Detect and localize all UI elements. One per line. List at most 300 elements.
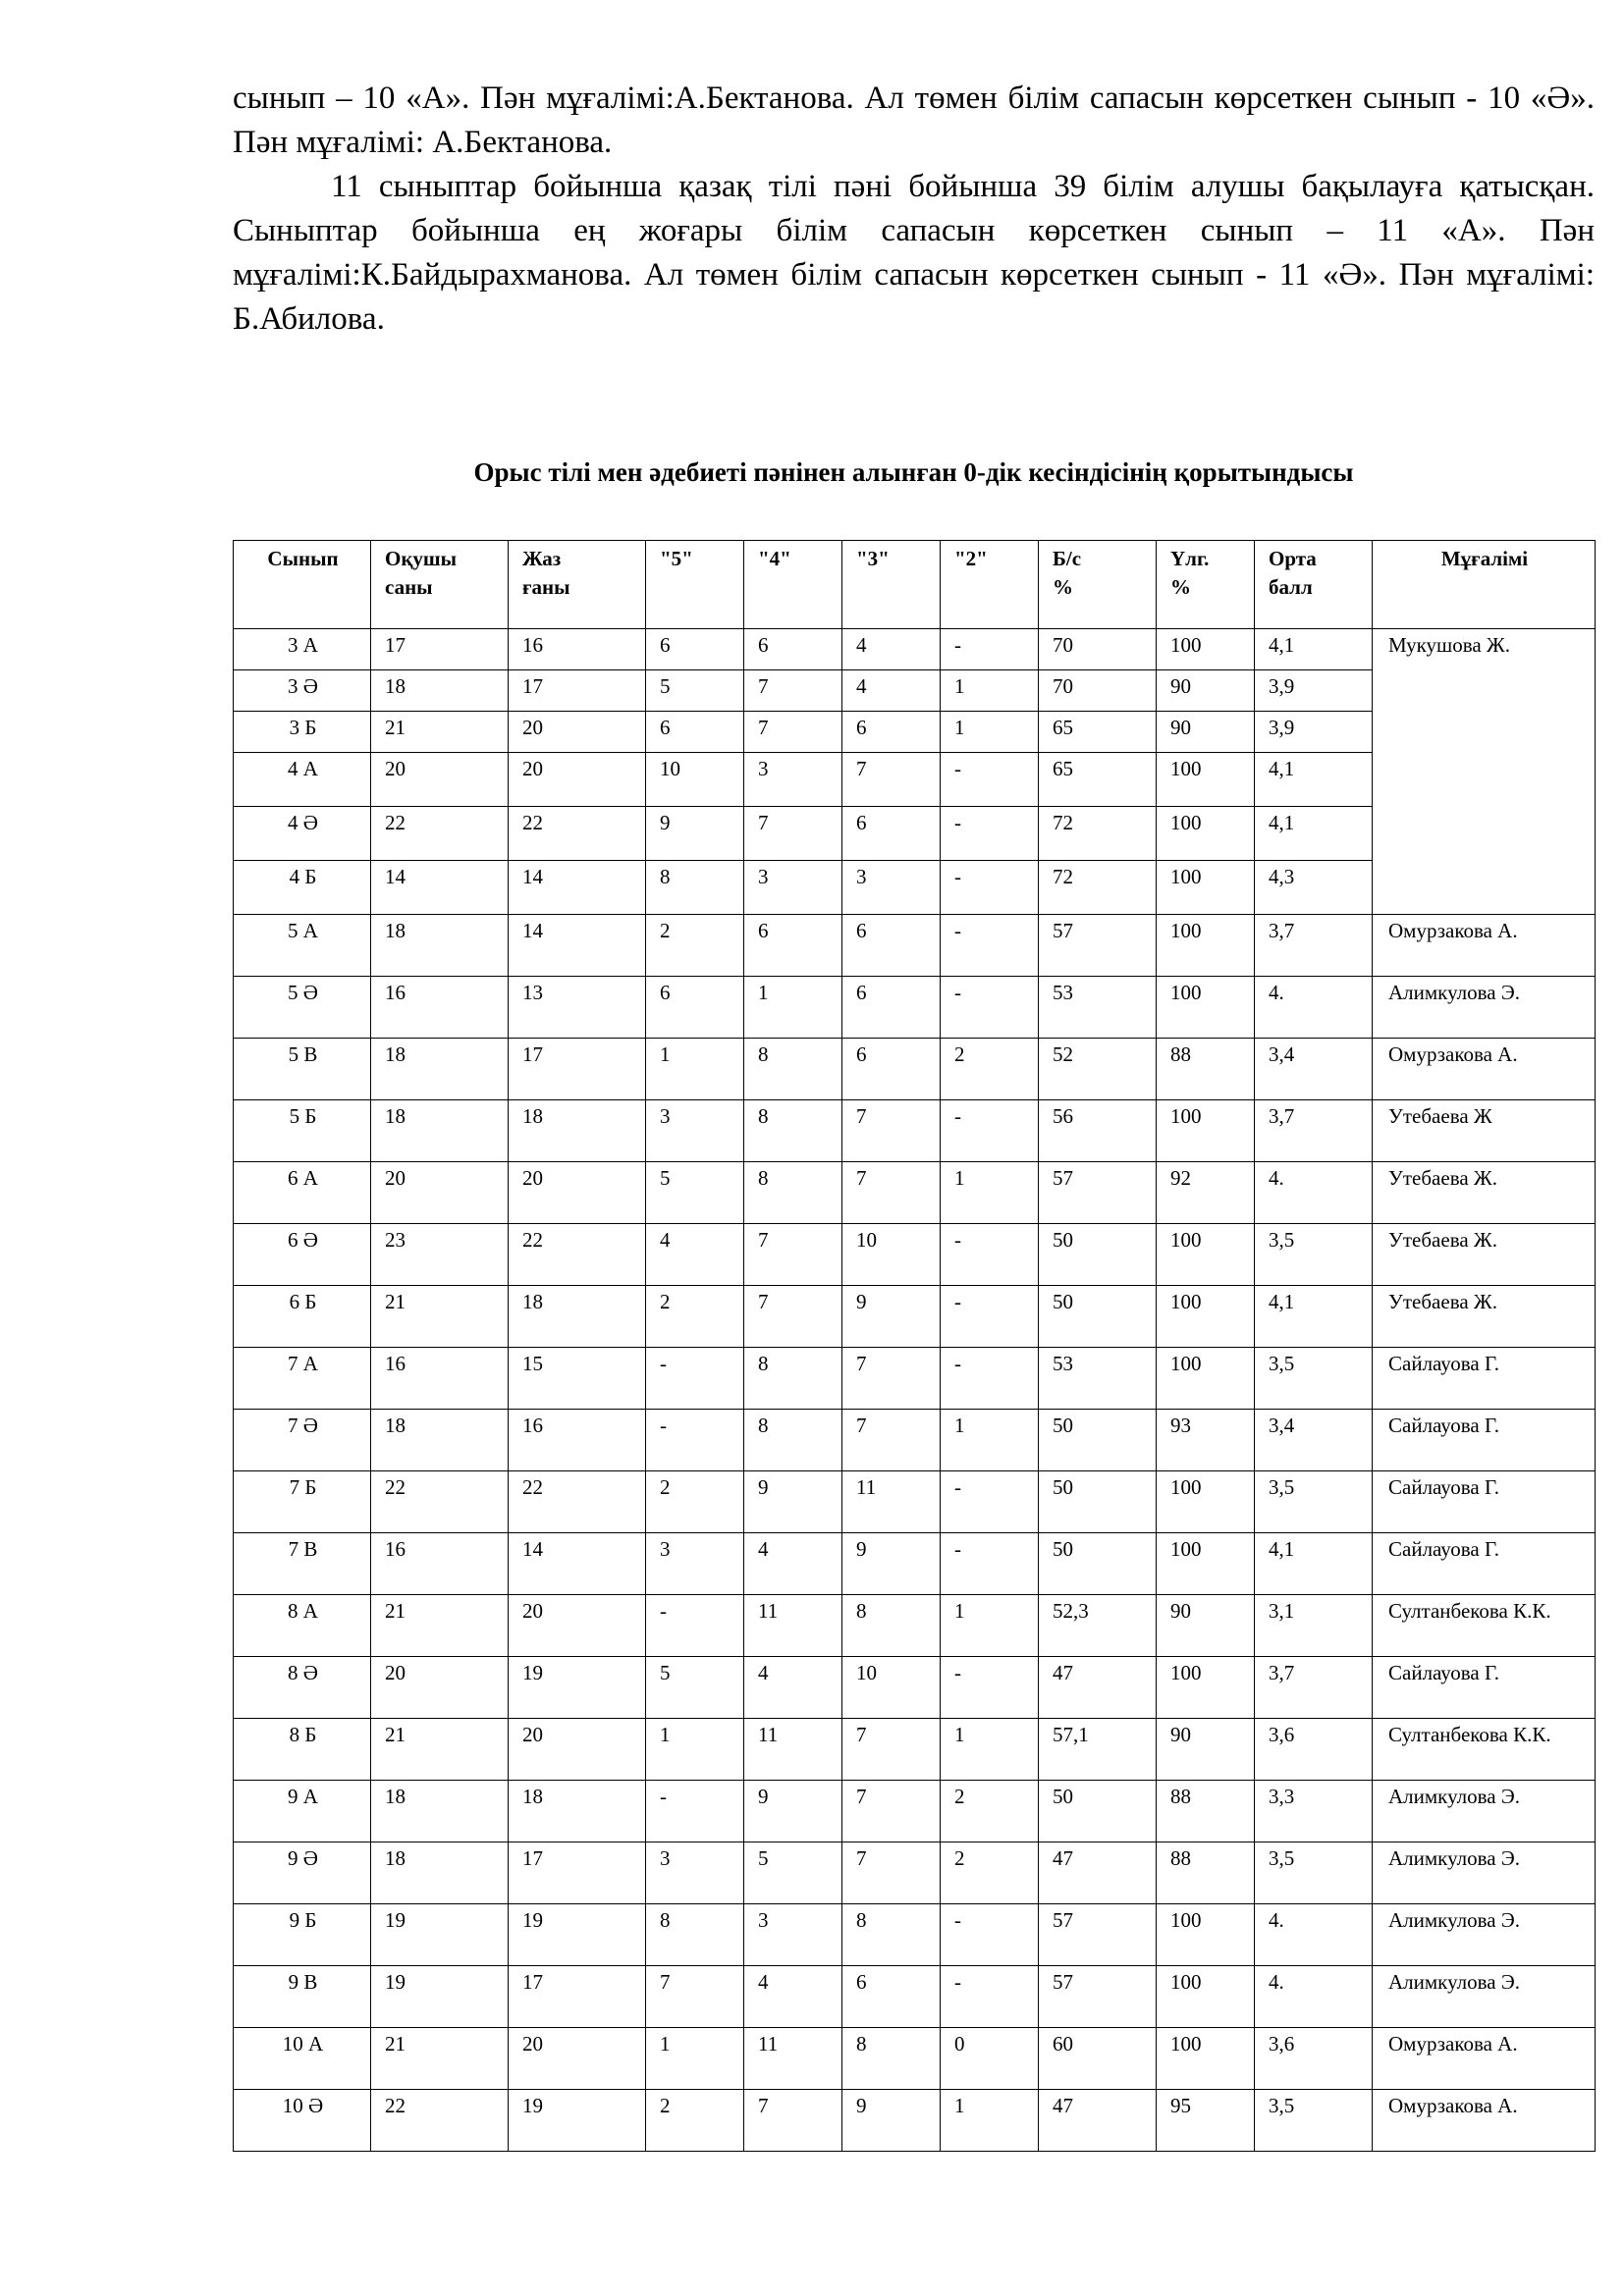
cell-grade-4: 7 bbox=[744, 670, 842, 712]
table-row bbox=[234, 1039, 1596, 1100]
cell-class: 3 Ә bbox=[234, 670, 371, 712]
cell-quality: 56 bbox=[1039, 1100, 1157, 1162]
cell-quality: 65 bbox=[1039, 753, 1157, 807]
cell-average: 3,5 bbox=[1255, 1224, 1373, 1286]
cell-quality: 47 bbox=[1039, 2090, 1157, 2152]
cell-grade-2: 1 bbox=[941, 712, 1039, 753]
results-table bbox=[233, 540, 1596, 2152]
header-students: Оқушы саны bbox=[371, 541, 509, 629]
cell-wrote: 17 bbox=[509, 670, 646, 712]
cell-grade-5: 3 bbox=[646, 1842, 744, 1904]
cell-quality: 50 bbox=[1039, 1533, 1157, 1595]
cell-teacher: Султанбекова К.К. bbox=[1373, 1719, 1596, 1781]
cell-quality: 50 bbox=[1039, 1410, 1157, 1471]
cell-teacher: Сайлауова Г. bbox=[1373, 1348, 1596, 1410]
table-row bbox=[234, 1162, 1596, 1224]
cell-average: 4. bbox=[1255, 1904, 1373, 1966]
cell-success: 100 bbox=[1157, 1471, 1255, 1533]
cell-grade-3: 10 bbox=[842, 1657, 941, 1719]
cell-teacher: Султанбекова К.К. bbox=[1373, 1595, 1596, 1657]
cell-wrote: 17 bbox=[509, 1039, 646, 1100]
cell-grade-4: 8 bbox=[744, 1348, 842, 1410]
cell-class: 9 В bbox=[234, 1966, 371, 2028]
cell-grade-4: 7 bbox=[744, 1286, 842, 1348]
cell-average: 3,5 bbox=[1255, 1471, 1373, 1533]
cell-success: 88 bbox=[1157, 1039, 1255, 1100]
cell-success: 90 bbox=[1157, 1719, 1255, 1781]
cell-average: 4. bbox=[1255, 977, 1373, 1039]
cell-teacher: Омурзакова А. bbox=[1373, 1039, 1596, 1100]
cell-grade-5: 1 bbox=[646, 2028, 744, 2090]
cell-grade-4: 3 bbox=[744, 1904, 842, 1966]
cell-grade-3: 6 bbox=[842, 712, 941, 753]
cell-grade-5: - bbox=[646, 1781, 744, 1842]
cell-wrote: 18 bbox=[509, 1781, 646, 1842]
cell-grade-2: 1 bbox=[941, 1595, 1039, 1657]
header-grade-4: "4" bbox=[744, 541, 842, 629]
cell-quality: 53 bbox=[1039, 977, 1157, 1039]
cell-quality: 57 bbox=[1039, 1162, 1157, 1224]
cell-average: 3,7 bbox=[1255, 1100, 1373, 1162]
cell-wrote: 14 bbox=[509, 1533, 646, 1595]
cell-grade-3: 8 bbox=[842, 1904, 941, 1966]
table-row bbox=[234, 2028, 1596, 2090]
cell-grade-2: - bbox=[941, 1286, 1039, 1348]
cell-average: 3,1 bbox=[1255, 1595, 1373, 1657]
cell-grade-3: 6 bbox=[842, 807, 941, 861]
cell-wrote: 13 bbox=[509, 977, 646, 1039]
cell-success: 100 bbox=[1157, 1657, 1255, 1719]
cell-wrote: 20 bbox=[509, 712, 646, 753]
cell-grade-2: - bbox=[941, 629, 1039, 670]
cell-students: 21 bbox=[371, 2028, 509, 2090]
cell-grade-4: 11 bbox=[744, 1719, 842, 1781]
cell-wrote: 14 bbox=[509, 861, 646, 915]
cell-grade-4: 4 bbox=[744, 1966, 842, 2028]
table-row bbox=[234, 1781, 1596, 1842]
cell-teacher: Утебаева Ж. bbox=[1373, 1162, 1596, 1224]
table-row bbox=[234, 977, 1596, 1039]
cell-success: 88 bbox=[1157, 1842, 1255, 1904]
cell-class: 3 Б bbox=[234, 712, 371, 753]
cell-quality: 57 bbox=[1039, 1904, 1157, 1966]
cell-wrote: 19 bbox=[509, 2090, 646, 2152]
cell-success: 90 bbox=[1157, 670, 1255, 712]
header-grade-2: "2" bbox=[941, 541, 1039, 629]
cell-grade-5: 8 bbox=[646, 1904, 744, 1966]
cell-class: 5 Б bbox=[234, 1100, 371, 1162]
cell-grade-2: 1 bbox=[941, 670, 1039, 712]
cell-students: 20 bbox=[371, 1162, 509, 1224]
cell-wrote: 20 bbox=[509, 1162, 646, 1224]
cell-grade-4: 6 bbox=[744, 915, 842, 977]
cell-students: 18 bbox=[371, 915, 509, 977]
cell-quality: 57,1 bbox=[1039, 1719, 1157, 1781]
cell-average: 3,6 bbox=[1255, 2028, 1373, 2090]
cell-grade-2: - bbox=[941, 1224, 1039, 1286]
cell-average: 4,3 bbox=[1255, 861, 1373, 915]
cell-wrote: 19 bbox=[509, 1904, 646, 1966]
cell-average: 3,4 bbox=[1255, 1410, 1373, 1471]
cell-quality: 53 bbox=[1039, 1348, 1157, 1410]
cell-students: 20 bbox=[371, 1657, 509, 1719]
cell-grade-5: 6 bbox=[646, 712, 744, 753]
cell-grade-2: - bbox=[941, 1348, 1039, 1410]
cell-students: 16 bbox=[371, 1533, 509, 1595]
cell-wrote: 19 bbox=[509, 1657, 646, 1719]
cell-grade-3: 7 bbox=[842, 1100, 941, 1162]
cell-teacher: Сайлауова Г. bbox=[1373, 1533, 1596, 1595]
cell-success: 95 bbox=[1157, 2090, 1255, 2152]
cell-grade-3: 7 bbox=[842, 1162, 941, 1224]
cell-grade-5: 10 bbox=[646, 753, 744, 807]
cell-quality: 70 bbox=[1039, 670, 1157, 712]
cell-grade-2: 2 bbox=[941, 1039, 1039, 1100]
cell-average: 4,1 bbox=[1255, 753, 1373, 807]
cell-wrote: 20 bbox=[509, 2028, 646, 2090]
cell-grade-4: 11 bbox=[744, 2028, 842, 2090]
cell-students: 18 bbox=[371, 1100, 509, 1162]
cell-students: 21 bbox=[371, 1286, 509, 1348]
paragraph-2: 11 сыныптар бойынша қазақ тілі пәні бойынша 39 білім алушы бақылауға қатысқан. Сыныптар бойынша ең жоғары білім сапасын көрсеткен сынып – 11 «А». Пән мұғалімі:К.Байдырахманова. Ал төмен білім сапасын көрсеткен сынып - 11 «Ә». Пән мұғалімі: Б.Абилова. bbox=[233, 169, 1595, 337]
cell-students: 18 bbox=[371, 1039, 509, 1100]
cell-grade-5: 2 bbox=[646, 1471, 744, 1533]
cell-class: 6 Б bbox=[234, 1286, 371, 1348]
table-row bbox=[234, 1657, 1596, 1719]
cell-grade-3: 8 bbox=[842, 1595, 941, 1657]
cell-success: 93 bbox=[1157, 1410, 1255, 1471]
cell-wrote: 22 bbox=[509, 807, 646, 861]
cell-students: 19 bbox=[371, 1904, 509, 1966]
cell-students: 19 bbox=[371, 1966, 509, 2028]
table-row bbox=[234, 1533, 1596, 1595]
cell-success: 100 bbox=[1157, 1966, 1255, 2028]
cell-wrote: 20 bbox=[509, 1595, 646, 1657]
table-row bbox=[234, 629, 1596, 670]
cell-teacher: Сайлауова Г. bbox=[1373, 1471, 1596, 1533]
cell-class: 4 Ә bbox=[234, 807, 371, 861]
cell-success: 100 bbox=[1157, 1348, 1255, 1410]
cell-grade-2: 2 bbox=[941, 1781, 1039, 1842]
document-body bbox=[233, 77, 1595, 342]
cell-quality: 72 bbox=[1039, 861, 1157, 915]
cell-average: 3,5 bbox=[1255, 2090, 1373, 2152]
cell-grade-5: - bbox=[646, 1410, 744, 1471]
table-body bbox=[234, 629, 1596, 2152]
cell-teacher: Мукушова Ж. bbox=[1373, 629, 1596, 915]
cell-grade-4: 4 bbox=[744, 1657, 842, 1719]
cell-wrote: 16 bbox=[509, 1410, 646, 1471]
header-quality: Б/с % bbox=[1039, 541, 1157, 629]
cell-grade-3: 9 bbox=[842, 1533, 941, 1595]
cell-grade-5: - bbox=[646, 1595, 744, 1657]
cell-average: 3,6 bbox=[1255, 1719, 1373, 1781]
cell-wrote: 20 bbox=[509, 1719, 646, 1781]
cell-quality: 47 bbox=[1039, 1842, 1157, 1904]
cell-grade-5: 5 bbox=[646, 1657, 744, 1719]
header-average: Орта балл bbox=[1255, 541, 1373, 629]
cell-class: 4 Б bbox=[234, 861, 371, 915]
cell-average: 3,9 bbox=[1255, 670, 1373, 712]
cell-teacher: Утебаева Ж. bbox=[1373, 1224, 1596, 1286]
cell-success: 100 bbox=[1157, 1224, 1255, 1286]
cell-teacher: Алимкулова Э. bbox=[1373, 1842, 1596, 1904]
cell-quality: 65 bbox=[1039, 712, 1157, 753]
table-row bbox=[234, 1100, 1596, 1162]
cell-grade-3: 3 bbox=[842, 861, 941, 915]
cell-class: 7 А bbox=[234, 1348, 371, 1410]
cell-teacher: Алимкулова Э. bbox=[1373, 977, 1596, 1039]
cell-grade-5: 9 bbox=[646, 807, 744, 861]
cell-grade-2: - bbox=[941, 915, 1039, 977]
cell-wrote: 18 bbox=[509, 1286, 646, 1348]
cell-quality: 52 bbox=[1039, 1039, 1157, 1100]
cell-success: 92 bbox=[1157, 1162, 1255, 1224]
cell-success: 90 bbox=[1157, 712, 1255, 753]
cell-grade-4: 8 bbox=[744, 1162, 842, 1224]
cell-grade-4: 3 bbox=[744, 753, 842, 807]
cell-grade-5: 1 bbox=[646, 1039, 744, 1100]
paragraph-1: сынып – 10 «А». Пән мұғалімі:А.Бектанова. Ал төмен білім сапасын көрсеткен сынып - 10 «Ә». Пән мұғалімі: А.Бектанова. bbox=[233, 80, 1595, 160]
cell-grade-2: - bbox=[941, 753, 1039, 807]
cell-grade-5: 2 bbox=[646, 2090, 744, 2152]
cell-wrote: 17 bbox=[509, 1966, 646, 2028]
cell-average: 3,5 bbox=[1255, 1842, 1373, 1904]
cell-grade-2: - bbox=[941, 807, 1039, 861]
cell-grade-3: 6 bbox=[842, 977, 941, 1039]
cell-grade-4: 6 bbox=[744, 629, 842, 670]
cell-grade-2: - bbox=[941, 1471, 1039, 1533]
cell-grade-2: - bbox=[941, 1966, 1039, 2028]
cell-students: 23 bbox=[371, 1224, 509, 1286]
cell-grade-2: 1 bbox=[941, 1162, 1039, 1224]
cell-grade-2: 1 bbox=[941, 1719, 1039, 1781]
cell-teacher: Омурзакова А. bbox=[1373, 2090, 1596, 2152]
table-row bbox=[234, 1410, 1596, 1471]
header-grade-5: "5" bbox=[646, 541, 744, 629]
cell-grade-4: 3 bbox=[744, 861, 842, 915]
cell-grade-2: - bbox=[941, 1657, 1039, 1719]
cell-grade-4: 7 bbox=[744, 807, 842, 861]
cell-quality: 47 bbox=[1039, 1657, 1157, 1719]
cell-quality: 52,3 bbox=[1039, 1595, 1157, 1657]
cell-grade-5: 5 bbox=[646, 670, 744, 712]
cell-quality: 50 bbox=[1039, 1224, 1157, 1286]
table-row bbox=[234, 1286, 1596, 1348]
cell-success: 100 bbox=[1157, 807, 1255, 861]
cell-class: 4 А bbox=[234, 753, 371, 807]
cell-grade-3: 9 bbox=[842, 1286, 941, 1348]
cell-teacher: Алимкулова Э. bbox=[1373, 1781, 1596, 1842]
cell-success: 88 bbox=[1157, 1781, 1255, 1842]
cell-teacher: Утебаева Ж. bbox=[1373, 1286, 1596, 1348]
cell-teacher: Утебаева Ж bbox=[1373, 1100, 1596, 1162]
table-row bbox=[234, 1471, 1596, 1533]
cell-grade-3: 7 bbox=[842, 1348, 941, 1410]
cell-grade-2: - bbox=[941, 1100, 1039, 1162]
cell-grade-5: 4 bbox=[646, 1224, 744, 1286]
header-class: Сынып bbox=[234, 541, 371, 629]
cell-grade-3: 9 bbox=[842, 2090, 941, 2152]
cell-grade-3: 11 bbox=[842, 1471, 941, 1533]
cell-grade-4: 5 bbox=[744, 1842, 842, 1904]
table-row bbox=[234, 1719, 1596, 1781]
cell-success: 100 bbox=[1157, 2028, 1255, 2090]
cell-wrote: 20 bbox=[509, 753, 646, 807]
cell-grade-3: 10 bbox=[842, 1224, 941, 1286]
cell-grade-4: 7 bbox=[744, 1224, 842, 1286]
cell-success: 100 bbox=[1157, 629, 1255, 670]
cell-grade-5: 6 bbox=[646, 977, 744, 1039]
table-row bbox=[234, 1348, 1596, 1410]
cell-grade-3: 6 bbox=[842, 1039, 941, 1100]
cell-grade-5: 3 bbox=[646, 1533, 744, 1595]
table-row bbox=[234, 1224, 1596, 1286]
cell-students: 21 bbox=[371, 712, 509, 753]
cell-class: 5 В bbox=[234, 1039, 371, 1100]
cell-grade-2: 1 bbox=[941, 1410, 1039, 1471]
cell-grade-4: 1 bbox=[744, 977, 842, 1039]
cell-average: 3,9 bbox=[1255, 712, 1373, 753]
cell-grade-3: 7 bbox=[842, 753, 941, 807]
cell-class: 9 Ә bbox=[234, 1842, 371, 1904]
cell-grade-2: 2 bbox=[941, 1842, 1039, 1904]
cell-class: 6 А bbox=[234, 1162, 371, 1224]
cell-grade-4: 11 bbox=[744, 1595, 842, 1657]
cell-success: 100 bbox=[1157, 977, 1255, 1039]
cell-grade-4: 9 bbox=[744, 1471, 842, 1533]
cell-class: 8 Б bbox=[234, 1719, 371, 1781]
cell-students: 22 bbox=[371, 807, 509, 861]
cell-grade-2: - bbox=[941, 1533, 1039, 1595]
cell-grade-5: 2 bbox=[646, 1286, 744, 1348]
cell-class: 10 Ә bbox=[234, 2090, 371, 2152]
cell-average: 4,1 bbox=[1255, 629, 1373, 670]
table-row bbox=[234, 1595, 1596, 1657]
table-row bbox=[234, 1966, 1596, 2028]
cell-quality: 50 bbox=[1039, 1286, 1157, 1348]
cell-average: 4,1 bbox=[1255, 1533, 1373, 1595]
cell-grade-2: 0 bbox=[941, 2028, 1039, 2090]
cell-grade-5: 5 bbox=[646, 1162, 744, 1224]
cell-average: 3,7 bbox=[1255, 915, 1373, 977]
cell-wrote: 17 bbox=[509, 1842, 646, 1904]
cell-class: 7 Ә bbox=[234, 1410, 371, 1471]
cell-success: 100 bbox=[1157, 915, 1255, 977]
cell-grade-5: 1 bbox=[646, 1719, 744, 1781]
cell-students: 18 bbox=[371, 1842, 509, 1904]
cell-class: 10 А bbox=[234, 2028, 371, 2090]
cell-teacher: Омурзакова А. bbox=[1373, 2028, 1596, 2090]
cell-teacher: Сайлауова Г. bbox=[1373, 1657, 1596, 1719]
cell-teacher: Алимкулова Э. bbox=[1373, 1966, 1596, 2028]
cell-average: 4,1 bbox=[1255, 807, 1373, 861]
cell-students: 21 bbox=[371, 1595, 509, 1657]
cell-wrote: 22 bbox=[509, 1471, 646, 1533]
cell-teacher: Сайлауова Г. bbox=[1373, 1410, 1596, 1471]
cell-grade-3: 6 bbox=[842, 915, 941, 977]
cell-average: 4. bbox=[1255, 1966, 1373, 2028]
cell-class: 7 В bbox=[234, 1533, 371, 1595]
cell-class: 9 Б bbox=[234, 1904, 371, 1966]
table-row bbox=[234, 915, 1596, 977]
cell-grade-2: - bbox=[941, 1904, 1039, 1966]
cell-grade-4: 8 bbox=[744, 1100, 842, 1162]
cell-success: 100 bbox=[1157, 1533, 1255, 1595]
cell-wrote: 18 bbox=[509, 1100, 646, 1162]
cell-quality: 57 bbox=[1039, 1966, 1157, 2028]
cell-class: 8 А bbox=[234, 1595, 371, 1657]
cell-students: 18 bbox=[371, 670, 509, 712]
cell-grade-2: - bbox=[941, 861, 1039, 915]
cell-teacher: Омурзакова А. bbox=[1373, 915, 1596, 977]
cell-grade-5: 6 bbox=[646, 629, 744, 670]
cell-teacher: Алимкулова Э. bbox=[1373, 1904, 1596, 1966]
cell-students: 18 bbox=[371, 1781, 509, 1842]
cell-success: 100 bbox=[1157, 861, 1255, 915]
cell-class: 7 Б bbox=[234, 1471, 371, 1533]
header-teacher: Мұғалімі bbox=[1373, 541, 1596, 629]
cell-success: 100 bbox=[1157, 1100, 1255, 1162]
cell-class: 9 А bbox=[234, 1781, 371, 1842]
cell-grade-5: - bbox=[646, 1348, 744, 1410]
cell-average: 4,1 bbox=[1255, 1286, 1373, 1348]
table-row bbox=[234, 1842, 1596, 1904]
cell-grade-4: 7 bbox=[744, 712, 842, 753]
cell-students: 16 bbox=[371, 1348, 509, 1410]
cell-students: 16 bbox=[371, 977, 509, 1039]
cell-average: 3,7 bbox=[1255, 1657, 1373, 1719]
cell-grade-3: 6 bbox=[842, 1966, 941, 2028]
cell-quality: 50 bbox=[1039, 1471, 1157, 1533]
cell-grade-5: 2 bbox=[646, 915, 744, 977]
cell-success: 100 bbox=[1157, 753, 1255, 807]
header-success: Үлг. % bbox=[1157, 541, 1255, 629]
cell-grade-4: 9 bbox=[744, 1781, 842, 1842]
cell-grade-3: 4 bbox=[842, 629, 941, 670]
cell-average: 3,4 bbox=[1255, 1039, 1373, 1100]
header-grade-3: "3" bbox=[842, 541, 941, 629]
cell-grade-4: 8 bbox=[744, 1039, 842, 1100]
cell-students: 20 bbox=[371, 753, 509, 807]
cell-grade-3: 8 bbox=[842, 2028, 941, 2090]
cell-average: 4. bbox=[1255, 1162, 1373, 1224]
cell-grade-3: 7 bbox=[842, 1410, 941, 1471]
cell-quality: 57 bbox=[1039, 915, 1157, 977]
cell-grade-3: 7 bbox=[842, 1842, 941, 1904]
cell-students: 18 bbox=[371, 1410, 509, 1471]
cell-quality: 72 bbox=[1039, 807, 1157, 861]
cell-class: 6 Ә bbox=[234, 1224, 371, 1286]
cell-students: 22 bbox=[371, 1471, 509, 1533]
cell-students: 17 bbox=[371, 629, 509, 670]
cell-quality: 70 bbox=[1039, 629, 1157, 670]
cell-class: 5 А bbox=[234, 915, 371, 977]
cell-grade-3: 7 bbox=[842, 1719, 941, 1781]
cell-success: 90 bbox=[1157, 1595, 1255, 1657]
header-wrote: Жаз ғаны bbox=[509, 541, 646, 629]
cell-class: 3 А bbox=[234, 629, 371, 670]
cell-grade-4: 7 bbox=[744, 2090, 842, 2152]
cell-wrote: 22 bbox=[509, 1224, 646, 1286]
cell-grade-5: 3 bbox=[646, 1100, 744, 1162]
cell-grade-3: 7 bbox=[842, 1781, 941, 1842]
cell-grade-2: 1 bbox=[941, 2090, 1039, 2152]
cell-students: 21 bbox=[371, 1719, 509, 1781]
table-row bbox=[234, 2090, 1596, 2152]
cell-grade-5: 8 bbox=[646, 861, 744, 915]
cell-grade-2: - bbox=[941, 977, 1039, 1039]
